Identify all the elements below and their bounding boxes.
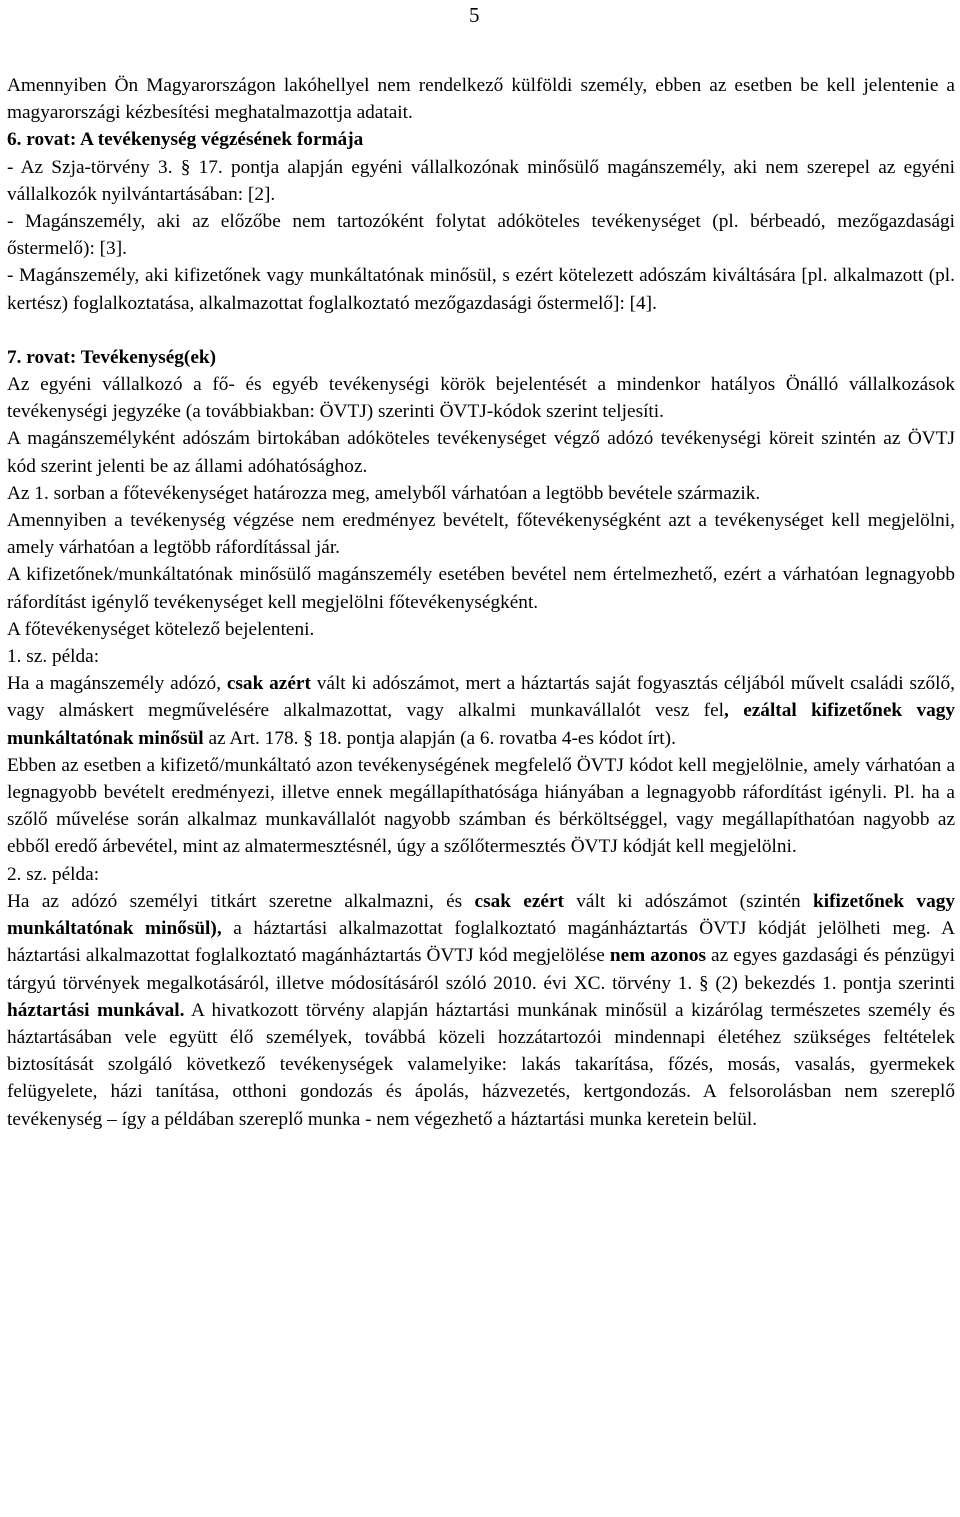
example-2-text-part: A hivatkozott törvény alapján háztartási munkának minősül a kizárólag természetes személy és háztartásában vele együtt élő személyek, továbbá közeli hozzátartozói mindennapi életéhez szükséges feltételek biztosítását szolgáló következő tevékenységek valamelyike: lakás takarítása, főzés, mosás, vasalás, gyermekek felügyelete, házi tanítása, otthoni gondozás és ápolás, házvezetés, kertgondozás. A felsorolásban nem szereplő tevékenység – így a példában szereplő munka - nem végezhető a háztartási munka keretein belül. [7,999,955,1130]
section-7-paragraph-6: A főtevékenységet kötelező bejelenteni. [7,618,315,640]
paragraph-foreign-person: Amennyiben Ön Magyarországon lakóhellyel nem rendelkező külföldi személy, ebben az esetben be kell jelentenie a magyarországi kézbesítési meghatalmazottja adatait. [7,75,955,124]
section-7-paragraph-1: Az egyéni vállalkozó a fő- és egyéb tevékenységi körök bejelentését a mindenkor hatályos Önálló vállalkozások tevékenységi jegyzéke (a továbbiakban: ÖVTJ) szerinti ÖVTJ-kódok szerint teljesíti. [7,374,955,423]
example-2-text [7,888,955,1133]
page-content [7,72,955,1133]
section-6-item-2: - Az Szja-törvény 3. § 17. pontja alapján egyéni vállalkozónak minősülő magánszemély, aki nem szerepel az egyéni vállalkozók nyilvántartásában: [2]. [7,156,955,205]
section-7-paragraph-4: Amennyiben a tevékenység végzése nem eredményez bevételt, főtevékenységként azt a tevékenységet kell megjelölni, amely várhatóan a legtöbb ráfordítással jár. [7,510,955,559]
example-1-continuation: Ebben az esetben a kifizető/munkáltató azon tevékenységének megfelelő ÖVTJ kódot kell megjelölnie, amely várhatóan a legnagyobb bevételt eredményezi, illetve ennek megállapíthatósága hiányában a legnagyobb ráfordítást igényli. Pl. ha a szőlő művelése során alkalmaz munkavállalót nagyobb számban és bérköltséggel, vagy megállapíthatóan nagyobb az ebből eredő árbevétel, mint az almatermesztésnél, úgy a szőlőtermesztés ÖVTJ kódját kell megjelölni. [7,754,955,858]
example-2-bold-part: kifizetőnek vagy munkáltatónak minősül), [7,890,955,940]
example-2-text-part: vált ki adószámot (szintén [563,890,814,912]
example-1-bold-part: , ezáltal kifizetőnek vagy munkáltatónak minősül [7,700,956,749]
example-1-text-part: az Art. 178. § 18. pontja alapján (a 6. rovatba 4-es kódot írt). [203,727,676,749]
section-7-paragraph-2: A magánszemélyként adószám birtokában adóköteles tevékenységet végző adózó tevékenységi köreit szintén az ÖVTJ kód szerint jelenti be az állami adóhatósághoz. [7,428,955,477]
section-6-item-4: - Magánszemély, aki kifizetőnek vagy munkáltatónak minősül, s ezért kötelezett adószám kiváltására [pl. alkalmazott (pl. kertész) foglalkoztatása, alkalmazottat foglalkoztató mezőgazdasági őstermelő]: [4]. [7,265,955,314]
example-1-text-part: vált ki adószámot, mert a háztartás saját fogyasztás céljából művelt családi szőlő, vagy almáskert megművelésére alkalmazottat, vagy alkalmi munkavállalót vesz fel [7,673,956,722]
example-1-label: 1. sz. példa: [7,646,100,668]
section-7-paragraph-5: A kifizetőnek/munkáltatónak minősülő magánszemély esetében bevétel nem értelmezhető, ezért a várhatóan legnagyobb ráfordítást igénylő tevékenységet kell megjelölni főtevékenységként. [7,564,955,613]
example-2-bold-part: csak ezért [474,890,564,912]
example-1-text-part: Ha a magánszemély adózó, [7,673,227,695]
example-2-bold-part: háztartási munkával. [7,999,185,1021]
example-2-text-part: az egyes gazdasági és pénzügyi tárgyú törvények megalkotásáról, illetve módosításáról szóló 2010. évi XC. törvény 1. § (2) bekezdés 1. pontja szerinti [7,945,955,994]
page-number: 5 [469,3,480,27]
example-2-bold-part: nem azonos [609,945,706,967]
example-1-text [7,670,955,752]
example-2-text-part: Ha az adózó személyi titkárt szeretne alkalmazni, és [7,890,475,912]
example-2-text-part: a háztartási alkalmazottat foglalkoztató magánháztartás ÖVTJ kódját jelölheti meg. A háztartási alkalmazottat foglalkoztató magánháztartás ÖVTJ kód megjelölése [7,918,955,967]
example-1-bold-part: csak azért [226,673,311,695]
section-6-heading: 6. rovat: A tevékenység végzésének formája [7,129,364,151]
section-6-item-3: - Magánszemély, aki az előzőbe nem tartozóként folytat adóköteles tevékenységet (pl. bérbeadó, mezőgazdasági őstermelő): [3]. [7,211,955,260]
paragraph-gap [7,317,955,344]
section-7-paragraph-3: Az 1. sorban a főtevékenységet határozza meg, amelyből várhatóan a legtöbb bevétele származik. [7,482,761,504]
section-7-heading: 7. rovat: Tevékenység(ek) [7,346,217,368]
example-2-label: 2. sz. példa: [7,863,100,885]
